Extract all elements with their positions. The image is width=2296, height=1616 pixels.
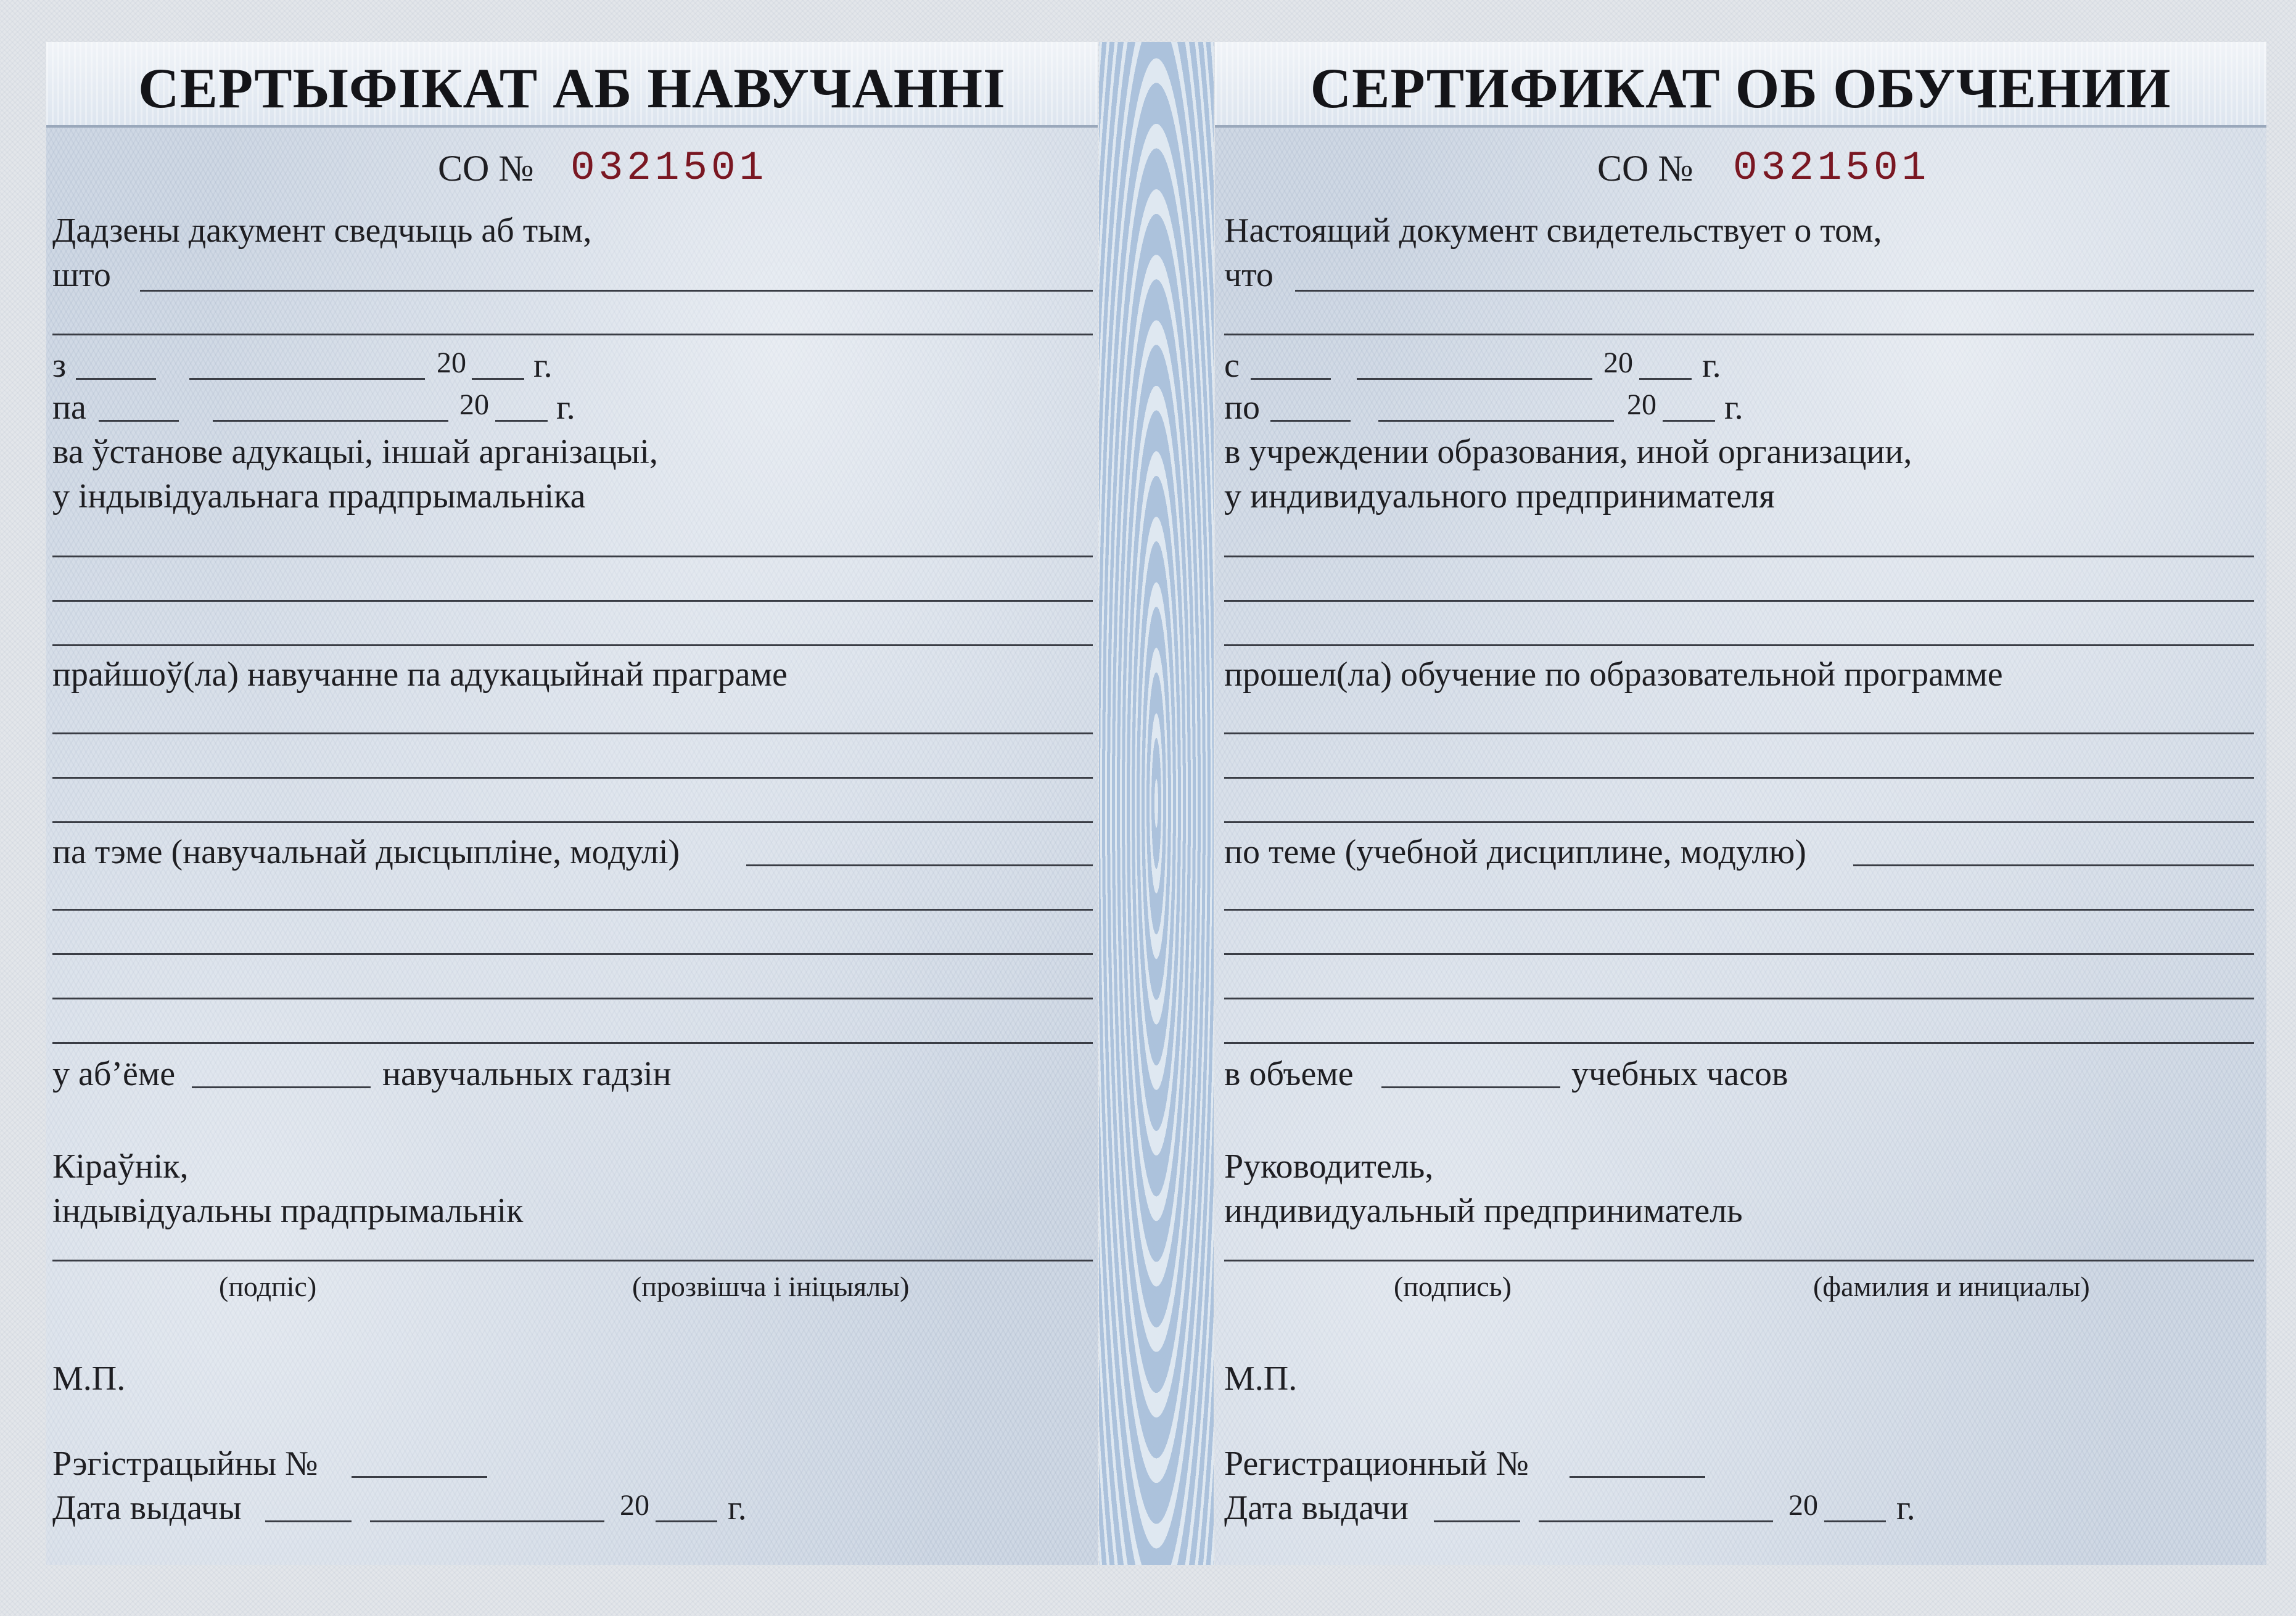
name-caption: (фамилия и инициалы): [1813, 1271, 2090, 1302]
title-band: [1215, 42, 2266, 128]
registration-line[interactable]: [1570, 1476, 1705, 1478]
certificate-number-prefix: СО №: [1597, 148, 1693, 189]
institution-label-1: в учреждении образования, иной организации,: [1224, 433, 1912, 471]
issue-date-label: Дата выдачы: [52, 1489, 242, 1527]
volume-prefix: у аб’ёме: [52, 1055, 176, 1093]
topic-line-1[interactable]: [1853, 864, 2254, 866]
certificate-number: 0321501: [570, 145, 768, 191]
that-label: что: [1224, 256, 1273, 294]
from-label: з: [52, 347, 67, 385]
issue-year-suffix: г.: [1896, 1489, 1915, 1527]
issue-month-line[interactable]: [370, 1520, 604, 1522]
page-title: СЕРТЫФІКАТ АБ НАВУЧАННІ: [138, 57, 1006, 120]
volume-prefix: в объеме: [1224, 1055, 1354, 1093]
institution-line-3[interactable]: [52, 644, 1093, 646]
program-line-1[interactable]: [1224, 732, 2254, 734]
topic-line-5[interactable]: [1224, 1042, 2254, 1044]
guilloche-spine: [1099, 42, 1214, 1565]
from-year-line[interactable]: [1639, 378, 1692, 380]
to-label: по: [1224, 388, 1260, 427]
to-year-suffix: г.: [556, 388, 575, 427]
from-day-line[interactable]: [76, 378, 156, 380]
topic-label: па тэме (навучальнай дысцыпліне, модулі): [52, 833, 680, 871]
registration-line[interactable]: [352, 1476, 487, 1478]
head-label-2: индивидуальный предприниматель: [1224, 1192, 1743, 1230]
program-line-2[interactable]: [52, 777, 1093, 779]
issue-year-prefix: 20: [620, 1489, 649, 1522]
head-label-1: Кіраўнік,: [52, 1147, 189, 1186]
intro-line: Дадзены дакумент сведчыць аб тым,: [52, 211, 592, 250]
signature-caption: (подпіс): [219, 1271, 317, 1302]
topic-line-5[interactable]: [52, 1042, 1093, 1044]
volume-suffix: навучальных гадзін: [382, 1055, 672, 1093]
topic-line-4[interactable]: [52, 998, 1093, 999]
institution-line-3[interactable]: [1224, 644, 2254, 646]
institution-line-1[interactable]: [52, 556, 1093, 557]
to-year-prefix: 20: [459, 388, 489, 421]
topic-line-1[interactable]: [746, 864, 1093, 866]
institution-label-2: у індывідуальнага прадпрымальніка: [52, 477, 586, 515]
to-year-line[interactable]: [495, 420, 548, 422]
certificate-number: 0321501: [1733, 145, 1930, 191]
topic-label: по теме (учебной дисциплине, модулю): [1224, 833, 1806, 871]
topic-line-3[interactable]: [1224, 953, 2254, 955]
hours-line[interactable]: [1381, 1086, 1560, 1088]
to-year-prefix: 20: [1627, 388, 1656, 421]
title-band: [46, 42, 1098, 128]
name-line-1[interactable]: [1295, 290, 2254, 292]
to-day-line[interactable]: [99, 420, 179, 422]
topic-line-2[interactable]: [1224, 909, 2254, 911]
name-line-1[interactable]: [140, 290, 1093, 292]
certificate-number-prefix: СО №: [438, 148, 534, 189]
program-label: прайшоў(ла) навучанне па адукацыйнай праграме: [52, 655, 788, 694]
to-year-suffix: г.: [1724, 388, 1743, 427]
from-year-suffix: г.: [1702, 347, 1721, 385]
to-year-line[interactable]: [1663, 420, 1715, 422]
issue-date-label: Дата выдачи: [1224, 1489, 1409, 1527]
hours-line[interactable]: [192, 1086, 371, 1088]
from-year-line[interactable]: [472, 378, 524, 380]
to-month-line[interactable]: [213, 420, 448, 422]
head-label-2: індывідуальны прадпрымальнік: [52, 1192, 524, 1230]
institution-label-1: ва ўстанове адукацыі, іншай арганізацыі,: [52, 433, 658, 471]
signature-line[interactable]: [52, 1260, 1093, 1261]
that-label: што: [52, 256, 111, 294]
page-title: СЕРТИФИКАТ ОБ ОБУЧЕНИИ: [1310, 57, 2171, 120]
certificate-page-belarusian: [46, 42, 1098, 1565]
topic-line-4[interactable]: [1224, 998, 2254, 999]
stamp-label: М.П.: [52, 1360, 126, 1398]
issue-year-prefix: 20: [1788, 1489, 1818, 1522]
issue-year-suffix: г.: [728, 1489, 747, 1527]
issue-year-line[interactable]: [656, 1520, 717, 1522]
certificate-page-russian: [1215, 42, 2266, 1565]
head-label-1: Руководитель,: [1224, 1147, 1434, 1186]
institution-line-2[interactable]: [52, 600, 1093, 602]
issue-month-line[interactable]: [1539, 1520, 1773, 1522]
program-label: прошел(ла) обучение по образовательной программе: [1224, 655, 2003, 694]
topic-line-3[interactable]: [52, 953, 1093, 955]
from-year-prefix: 20: [437, 347, 466, 379]
intro-line: Настоящий документ свидетельствует о том,: [1224, 211, 1882, 250]
program-line-2[interactable]: [1224, 777, 2254, 779]
name-line-2[interactable]: [1224, 334, 2254, 335]
issue-year-line[interactable]: [1824, 1520, 1886, 1522]
issue-day-line[interactable]: [265, 1520, 352, 1522]
program-line-1[interactable]: [52, 732, 1093, 734]
stamp-label: М.П.: [1224, 1360, 1298, 1398]
from-year-suffix: г.: [533, 347, 553, 385]
program-line-3[interactable]: [1224, 821, 2254, 823]
registration-label: Рэгістрацыйны №: [52, 1445, 318, 1483]
volume-suffix: учебных часов: [1571, 1055, 1788, 1093]
topic-line-2[interactable]: [52, 909, 1093, 911]
name-caption: (прозвішча і ініцыялы): [632, 1271, 910, 1302]
program-line-3[interactable]: [52, 821, 1093, 823]
to-month-line[interactable]: [1378, 420, 1614, 422]
issue-day-line[interactable]: [1434, 1520, 1520, 1522]
institution-line-1[interactable]: [1224, 556, 2254, 557]
to-label: па: [52, 388, 86, 427]
institution-label-2: у индивидуального предпринимателя: [1224, 477, 1775, 515]
institution-line-2[interactable]: [1224, 600, 2254, 602]
signature-caption: (подпись): [1394, 1271, 1512, 1302]
name-line-2[interactable]: [52, 334, 1093, 335]
to-day-line[interactable]: [1270, 420, 1351, 422]
from-year-prefix: 20: [1603, 347, 1633, 379]
registration-label: Регистрационный №: [1224, 1445, 1529, 1483]
from-day-line[interactable]: [1251, 378, 1331, 380]
signature-line[interactable]: [1224, 1260, 2254, 1261]
from-month-line[interactable]: [1357, 378, 1592, 380]
from-label: с: [1224, 347, 1240, 385]
from-month-line[interactable]: [189, 378, 425, 380]
